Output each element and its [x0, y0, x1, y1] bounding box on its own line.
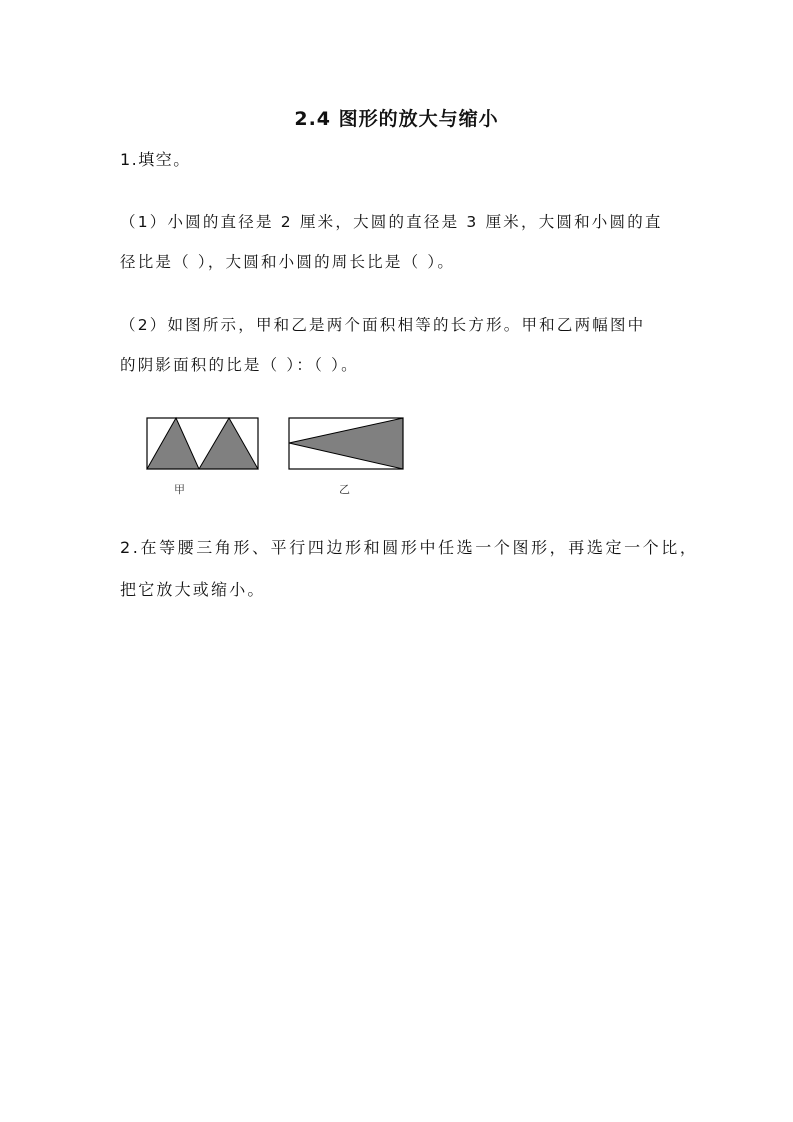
figure-label-yi: 乙 [339, 483, 350, 496]
question1-line2: 径比是（ ），大圆和小圆的周长比是（ ）。 [120, 253, 456, 271]
section1-heading: 1.填空。 [120, 150, 191, 169]
question2-line2: 的阴影面积的比是（ ）：（ ）。 [120, 356, 359, 374]
shaded-triangle-left [147, 418, 199, 469]
figure-label-jia: 甲 [174, 483, 185, 496]
question2-line1: （2）如图所示，甲和乙是两个面积相等的长方形。甲和乙两幅图中 [120, 316, 646, 334]
task2-line1: 2.在等腰三角形、平行四边形和圆形中任选一个图形，再选定一个比， [120, 538, 699, 557]
shaded-rectangles-figure [0, 0, 793, 520]
rectangle-yi [289, 418, 403, 469]
question1-line1: （1）小圆的直径是 2 厘米，大圆的直径是 3 厘米，大圆和小圆的直 [120, 213, 663, 231]
shaded-triangle-long [289, 418, 403, 469]
page-title: 2.4 图形的放大与缩小 [294, 108, 499, 130]
task2-line2: 把它放大或缩小。 [120, 580, 266, 599]
rectangle-jia [147, 418, 258, 469]
shaded-triangle-right [199, 418, 258, 469]
